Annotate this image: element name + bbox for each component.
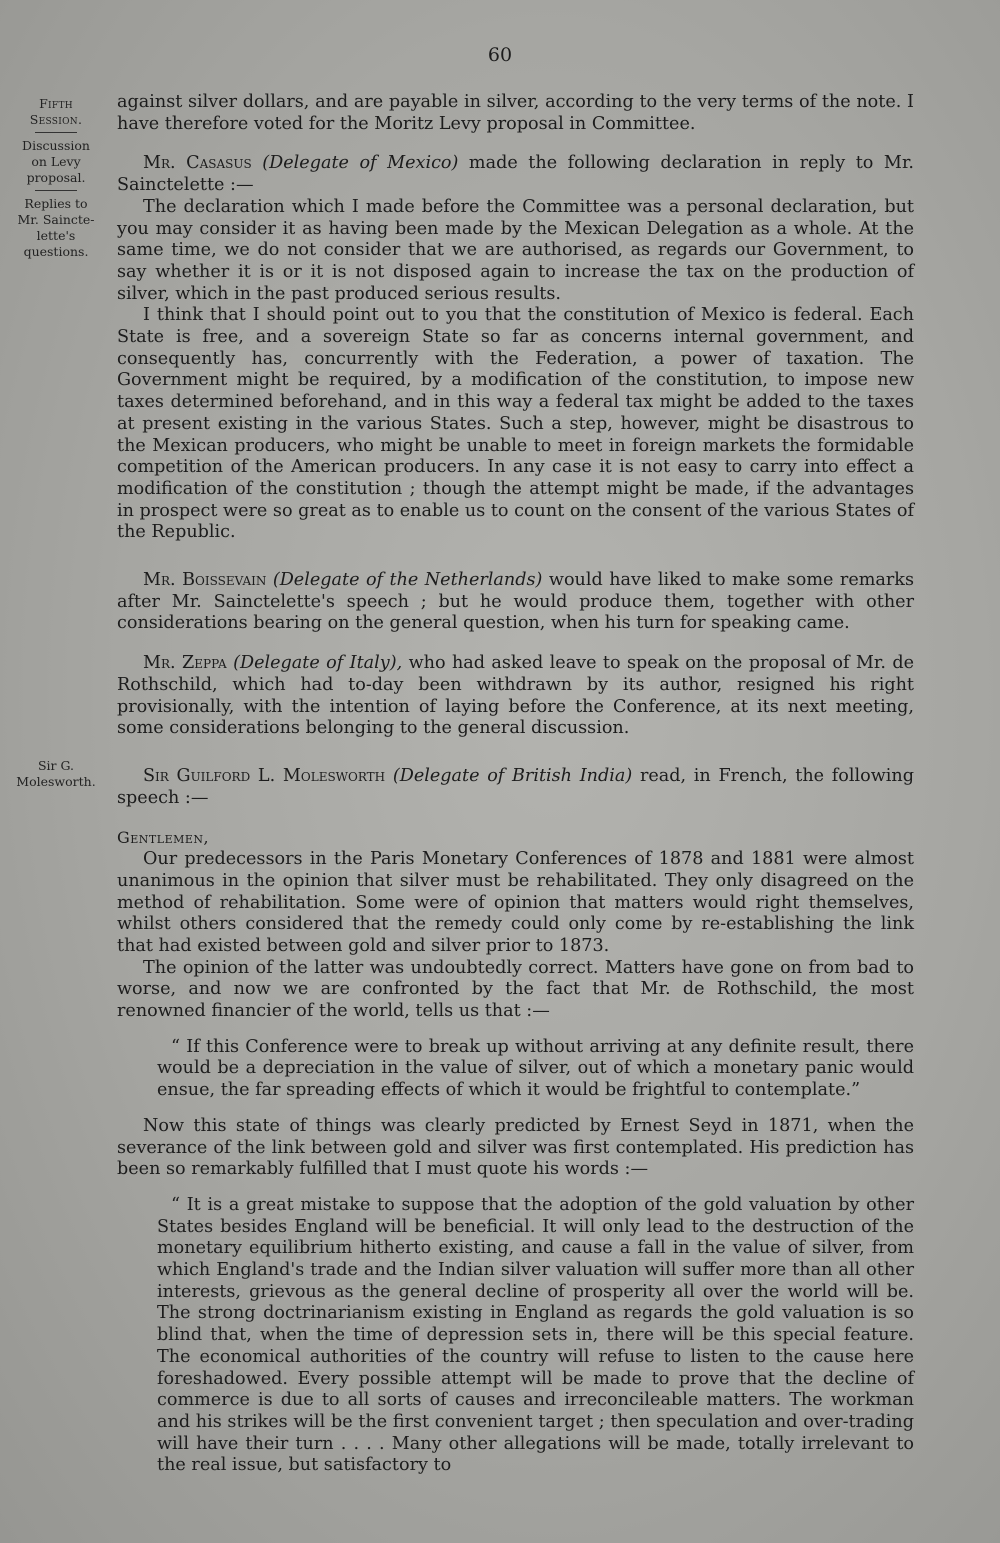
- paragraph-text: made the following declaration in reply to Mr. Sainctelette :—: [117, 153, 915, 196]
- speaker-name: Mr. Boissevain: [143, 570, 267, 591]
- paragraph: Now this state of things was clearly predicted by Ernest Seyd in 1871, when the severance of the link between gold and silver was first contemplated. His prediction has been so remarkably fulfilled that I must quote his words :—: [117, 1115, 914, 1180]
- paragraph: The declaration which I made before the Committee was a personal declaration, but you may consider it as having been made by the Mexican Delegation as a whole. At the same time, we do not consider that we are authorised, as regards our Government, to say whether it is or it is not disposed again to increase the tax on the production of silver, which in the past produced serious results.: [117, 196, 914, 304]
- salutation: Gentlemen,: [117, 828, 210, 848]
- block-quote-rothschild: [157, 1037, 914, 1102]
- paragraph-text: would have liked to make some remarks after Mr. Sainctelette's speech ; but he would produce them, together with other considerations bearing on the general question, when his turn for speaking came.: [117, 570, 915, 634]
- body-text: [117, 92, 914, 1491]
- paragraph: against silver dollars, and are payable in silver, according to the very terms of the note. I have therefore voted for the Moritz Levy proposal in Committee.: [117, 92, 914, 134]
- margin-note-line: on Levy: [31, 154, 81, 169]
- quote-text: “ It is a great mistake to suppose that the adoption of the gold valuation by other States besides England will be beneficial. It will only lead to the destruction of the monetary equilibrium hitherto existing, and cause a fall in the value of silver, from which England's trade and the Indian silver valuation will suffer more than all other interests, grievous as the general decline of prosperity all over the world will be. The strong doctrinarianism existing in England as regards the gold valuation is so blind that, when the time of depression sets in, there will be this special feature. The economical authorities of the country will refuse to listen to the cause here foreshadowed. Every possible attempt will be made to prove that the decline of commerce is due to all sorts of causes and irreconcileable matters. The workman and his strikes will be the first convenient target ; then speculation and over-trading will have their turn . . . . Many other allegations will be made, totally irrelevant to the real issue, but satisfactory to: [157, 1194, 914, 1476]
- speaker-role: (Delegate of British India): [392, 765, 633, 786]
- paragraph-text: read, in French, the following speech :—: [117, 765, 915, 808]
- paragraph: Our predecessors in the Paris Monetary Conferences of 1878 and 1881 were almost unanimous in the opinion that silver must be rehabilitated. They only disagreed on the method of rehabilitation. Some were of opinion that matters would right themselves, whilst others considered that the remedy could only come by re-establishing the link that had existed between gold and silver prior to 1873.: [117, 849, 914, 956]
- quote-text: “ If this Conference were to break up without arriving at any definite result, there would be a depreciation in the value of silver, out of which a monetary panic would ensue, the far spreading effects of which it would be frightful to contemplate.”: [157, 1036, 914, 1101]
- speaker-name: Sir Guilford L. Molesworth: [143, 765, 386, 786]
- paragraph: The opinion of the latter was undoubtedly correct. Matters have gone on from bad to worse, and now we are confronted by the fact that Mr. de Rothschild, the most renowned financier of the world, tells us that :—: [117, 957, 914, 1022]
- margin-note-line: Mr. Saincte-: [17, 212, 95, 227]
- margin-note-line: Discussion: [22, 138, 90, 153]
- margin-note-line: lette's: [36, 228, 76, 243]
- paragraph-casasus: [117, 153, 914, 196]
- margin-divider: [35, 132, 77, 133]
- margin-note-line: Session.: [29, 112, 83, 127]
- block-quote-seyd: [157, 1195, 914, 1477]
- paragraph-molesworth: [117, 766, 914, 809]
- margin-note-molesworth: [10, 758, 102, 790]
- speaker-name: Mr. Zeppa: [143, 653, 227, 674]
- speaker-name: Mr. Casasus: [143, 153, 252, 174]
- speaker-role: (Delegate of Italy),: [233, 653, 403, 674]
- paragraph-zeppa: [117, 653, 914, 740]
- speaker-role: (Delegate of the Netherlands): [272, 570, 543, 591]
- margin-note-line: proposal.: [26, 170, 86, 185]
- margin-divider: [35, 190, 77, 191]
- margin-note-line: Fifth: [39, 96, 73, 111]
- margin-note-line: Molesworth.: [16, 774, 96, 789]
- margin-note-line: Replies to: [24, 196, 88, 211]
- page-number: 60: [487, 44, 513, 66]
- speaker-role: (Delegate of Mexico): [262, 153, 459, 174]
- paragraph: I think that I should point out to you that the constitution of Mexico is federal. Each State is free, and a sovereign State so far as concerns internal government, and consequently has, concurrently with the Federation, a power of taxation. The Government might be required, by a modification of the constitution, to impose new taxes determined beforehand, and in this way a federal tax might be added to the taxes at present existing in the various States. Such a step, however, might be disastrous to the Mexican producers, who might be unable to meet in foreign markets the formidable competition of the American producers. In any case it is not easy to carry into effect a modification of the constitution ; though the attempt might be made, if the advantages in prospect were so great as to enable us to count on the consent of the various States of the Republic.: [117, 305, 914, 543]
- margin-note-session: [10, 96, 102, 260]
- paragraph-boissevain: [117, 570, 914, 635]
- margin-note-line: questions.: [23, 244, 89, 259]
- margin-note-line: Sir G.: [37, 758, 75, 773]
- paragraph-text: who had asked leave to speak on the proposal of Mr. de Rothschild, which had to-day been withdrawn by its author, resigned his right provisionally, with the intention of laying before the Conference, at its next meeting, some considerations belonging to the general discussion.: [117, 653, 914, 739]
